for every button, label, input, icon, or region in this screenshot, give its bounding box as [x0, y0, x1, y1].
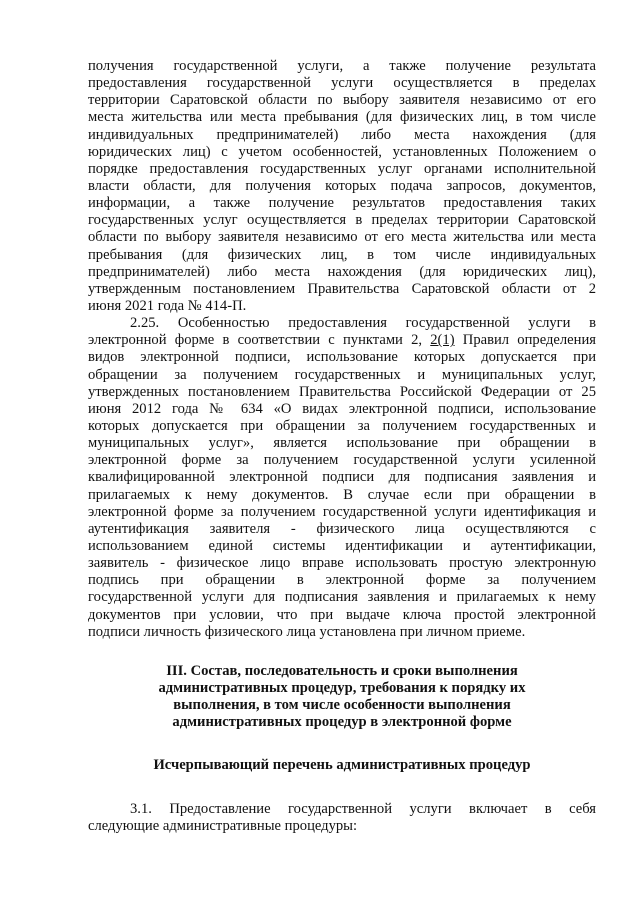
text-line: юридических лиц) с учетом особенностей, установленных Положением о: [88, 143, 596, 160]
text-line: использованием единой системы идентификации и аутентификации,: [88, 537, 596, 554]
text-line: подписи личность физического лица установлена при личном приеме.: [88, 623, 526, 640]
section-heading: [88, 663, 596, 732]
paragraph-2-25: [88, 315, 596, 641]
paragraph-3-1: [88, 801, 596, 835]
reference-link[interactable]: 2(1): [430, 332, 455, 349]
text-line: территории Саратовской области по выбору заявителя независимо от его: [88, 92, 596, 109]
spacer: [88, 775, 596, 801]
text-line: июня 2021 года № 414-П.: [88, 297, 247, 314]
text-line: документов при условии, что при выдаче ключа простой электронной: [88, 606, 596, 623]
spacer: [88, 641, 596, 663]
text-line: государственных услуг осуществляется в пределах территории Саратовской: [88, 212, 596, 229]
heading-line: административных процедур, требования к порядку их: [158, 679, 526, 696]
text-line: квалифицированной электронной подписи для подписания заявления и: [88, 469, 596, 486]
text-line: власти области, для получения которых подача запросов, документов,: [88, 177, 596, 194]
text-line: аутентификация заявителя - физического лица осуществляются с: [88, 520, 596, 537]
subheading: [88, 757, 596, 774]
text-line: предпринимателей) либо места нахождения (для юридических лиц),: [88, 263, 596, 280]
text-line: порядке предоставления государственных услуг органами исполнительной: [88, 160, 596, 177]
text-line: следующие административные процедуры:: [88, 817, 358, 834]
text-segment: Правил определения: [462, 332, 596, 349]
document-page: [88, 58, 596, 835]
text-line: предоставления государственной услуги осуществляется в пределах: [88, 75, 596, 92]
text-line: пребывания (для физических лиц, в том числе индивидуальных: [88, 246, 596, 263]
text-line: области по выбору заявителя независимо от его места жительства или места: [88, 229, 596, 246]
text-line: подпись при обращении в электронной форме за получением: [88, 572, 596, 589]
text-line: июня 2012 года № 634 «О видах электронной подписи, использование: [88, 400, 596, 417]
subheading-text: Исчерпывающий перечень административных процедур: [153, 757, 531, 774]
text-line: прилагаемых к нему документов. В случае если при обращении в: [88, 486, 596, 503]
text-line: обращении за получением государственных и муниципальных услуг,: [88, 366, 596, 383]
spacer: [88, 731, 596, 757]
paragraph-first-line: 3.1. Предоставление государственной услуги включает в себя: [130, 800, 596, 817]
heading-line: административных процедур в электронной форме: [172, 714, 512, 731]
text-line: которых допускается при обращении за получением государственных и: [88, 417, 596, 434]
text-line: видов электронной подписи, использование которых допускается при: [88, 349, 596, 366]
text-line: муниципальных услуг», является использование при обращении в: [88, 435, 596, 452]
text-line: заявитель - физическое лицо вправе использовать простую электронную: [88, 555, 596, 572]
heading-line: выполнения, в том числе особенности выполнения: [173, 697, 511, 714]
text-segment: электронной форме в соответствии с пунктами 2,: [88, 332, 423, 349]
text-line: государственной услуги для подписания заявления и прилагаемых к нему: [88, 589, 596, 606]
text-line: электронной форме за получением государственной услуги усиленной: [88, 452, 596, 469]
heading-line: III. Состав, последовательность и сроки выполнения: [166, 662, 518, 679]
text-line: места жительства или места пребывания (для физических лиц, в том числе: [88, 109, 596, 126]
paragraph-continuation: [88, 58, 596, 315]
text-line: информации, а также получение результатов предоставления таких: [88, 195, 596, 212]
text-line: индивидуальных предпринимателей) либо места нахождения (для: [88, 126, 596, 143]
text-line: электронной форме за получением государственной услуги идентификация и: [88, 503, 596, 520]
text-line: получения государственной услуги, а также получение результата: [88, 58, 596, 74]
text-line: утвержденных постановлением Правительства Российской Федерации от 25: [88, 383, 596, 400]
text-line-with-link: [88, 332, 596, 349]
text-line: утвержденным постановлением Правительства Саратовской области от 2: [88, 280, 596, 297]
paragraph-first-line: 2.25. Особенностью предоставления государственной услуги в: [130, 315, 596, 332]
